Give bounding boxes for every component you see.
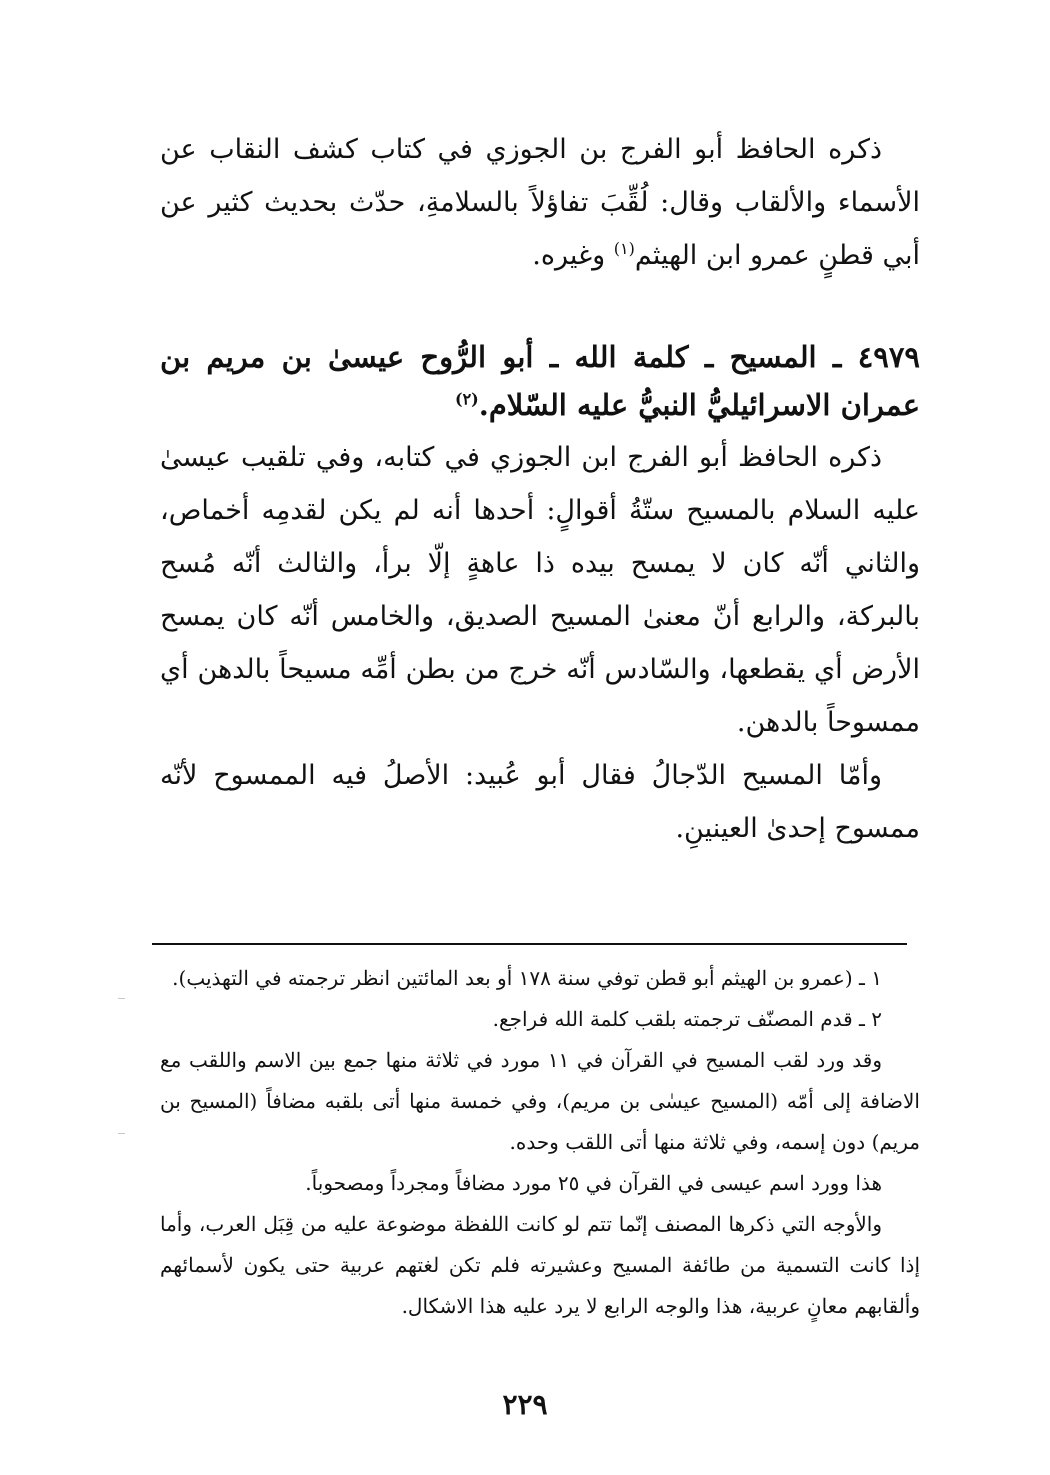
entry-4979 <box>160 333 920 855</box>
intro-block <box>160 123 920 282</box>
footnotes-block <box>160 958 920 1327</box>
page-number: ٢٢٩ <box>502 1388 548 1421</box>
entry-paragraph-2: وأمّا المسيح الدّجالُ فقال أبو عُبيد: الأصلُ فيه الممسوح لأنّه ممسوح إحدىٰ العينينِ. <box>160 760 920 844</box>
footnote-note-isa: هذا وورد اسم عيسى في القرآن في ٢٥ مورد مضافاً ومجرداً ومصحوباً. <box>305 1171 882 1195</box>
intro-text: ذكره الحافظ أبو الفرج بن الجوزي في كتاب كشف النقاب عن الأسماء والألقاب وقال: لُقِّبَ تفاؤلاً بالسلامةِ، حدّث بحديث كثير عن أبي قطنٍ عمرو ابن الهيثم <box>160 134 920 271</box>
entry-body <box>160 431 920 855</box>
footnote-ref-2[interactable]: (٢) <box>455 389 479 409</box>
footnote-2: ٢ ـ قدم المصنّف ترجمته بلقب كلمة الله فراجع. <box>492 1007 882 1031</box>
footnote-divider <box>152 943 907 945</box>
intro-paragraph <box>160 123 920 282</box>
footnote-note-aujuh: والأوجه التي ذكرها المصنف إنّما تتم لو كانت اللفظة موضوعة عليه من قِبَل العرب، وأما إذا كانت التسمية من طائفة المسيح وعشيرته فلم تكن لغتهم عربية حتى يكون لأسمائهم وألقابهم معانٍ عربية، هذا والوجه الرابع لا يرد عليه هذا الاشكال. <box>160 1212 920 1318</box>
footnote-1: ١ ـ (عمرو بن الهيثم أبو قطن توفي سنة ١٧٨ أو بعد المائتين انظر ترجمته في التهذيب). <box>172 966 882 990</box>
scan-artifact <box>118 998 125 999</box>
footnote-note-quran: وقد ورد لقب المسيح في القرآن في ١١ مورد في ثلاثة منها جمع بين الاسم واللقب مع الاضافة إلى أمّه (المسيح عيسٰى بن مريم)، وفي خمسة منها أتى بلقبه مضافاً (المسيح بن مريم) دون إسمه، وفي ثلاثة منها أتى اللقب وحده. <box>160 1048 920 1154</box>
footnote-ref-1[interactable]: (١) <box>613 239 635 258</box>
entry-heading-text: ٤٩٧٩ ـ المسيح ـ كلمة الله ـ أبو الرُّوح عيسىٰ بن مريم بن عمران الاسرائيليُّ النبيُّ عليه السّلام. <box>160 340 920 422</box>
entry-paragraph-1: ذكره الحافظ أبو الفرج ابن الجوزي في كتابه، وفي تلقيب عيسىٰ عليه السلام بالمسيح ستّةُ أقوالٍ: أحدها أنه لم يكن لقدمِه أخماص، والثاني أنّه كان لا يمسح بيده ذا عاهةٍ إلّا برأ، والثالث أنّه مُسح بالبركة، والرابع أنّ معنىٰ المسيح الصديق، والخامس أنّه كان يمسح الأرض أي يقطعها، والسّادس أنّه خرج من بطن أمِّه مسيحاً بالدهن أي ممسوحاً بالدهن. <box>160 442 920 738</box>
intro-tail: وغيره. <box>532 240 614 271</box>
scan-artifact <box>118 1133 125 1134</box>
entry-heading <box>160 333 920 429</box>
